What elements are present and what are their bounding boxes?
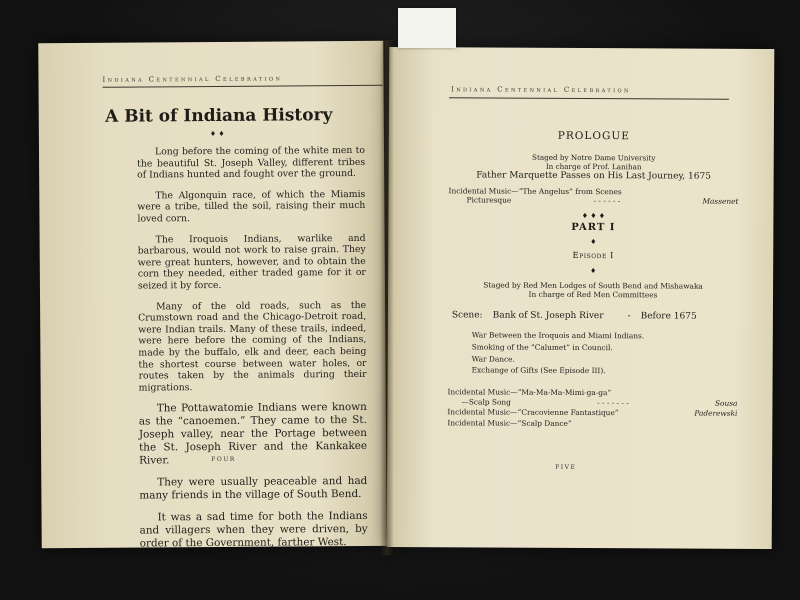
event-item: War Between the Iroquois and Miami Indians.	[471, 330, 645, 341]
episode-music	[447, 387, 737, 429]
paragraph: Many of the old roads, such as the Crumstown road and the Chicago-Detroit road, were Indian trails. Many of these trails, indeed, were here before the coming of the Indians, made by the buffalo, elk and deer, each being the shortest course between water holes, or routes taken by the animals during their migrations.	[138, 299, 367, 394]
ornament-one: ♦	[590, 238, 597, 247]
music-line: Incidental Music—“Ma-Ma-Ma-Mimi-ga-ga”	[447, 387, 612, 398]
right-running-head: Indiana Centennial Celebration	[451, 85, 631, 95]
title-ornament: ♦ ♦	[209, 129, 225, 139]
paragraph: It was a sad time for both the Indians and villagers when they were driven, by order of the Government, farther West.	[139, 510, 368, 550]
right-folio: FIVE	[555, 463, 577, 471]
music-title-end: —Scalp Song	[461, 397, 511, 407]
history-text	[137, 145, 368, 560]
event-item: Exchange of Gifts (See Episode III).	[471, 365, 606, 376]
paragraph: They were usually peaceable and had many friends in the village of South Bend.	[139, 475, 368, 502]
episode-staged-line: Staged by Red Men Lodges of South Bend and Mishawaka	[483, 280, 703, 291]
incidental-line: Incidental Music—“The Angelus” from Scenes	[448, 186, 622, 197]
part-heading: PART I	[571, 221, 616, 234]
incidental-title-end: Picturesque	[466, 195, 512, 206]
scene-date: Before 1675	[640, 311, 697, 322]
scene-line	[452, 310, 742, 322]
prologue-scene: Father Marquette Passes on His Last Journey, 1675	[476, 170, 711, 182]
composer: Massenet	[702, 197, 739, 207]
left-page	[38, 41, 387, 548]
left-running-head: Indiana Centennial Celebration	[102, 74, 283, 84]
composer: Sousa	[714, 398, 738, 409]
scene-label: Scene:	[451, 310, 483, 321]
book-gutter	[380, 40, 394, 555]
right-page	[387, 47, 775, 549]
prologue-incidental-music	[448, 186, 738, 206]
paragraph: The Iroquois Indians, warlike and barbarous, would not work to raise grain. They were great hunters, however, and to obtain the corn they needed, either traded game for it or seized it by force.	[137, 232, 366, 292]
events-list	[472, 329, 722, 377]
prologue-staged	[449, 152, 739, 172]
paragraph: The Pottawatomie Indians were known as the “canoemen.” They came to the St. Joseph valley, near the Portage between the St. Joseph River and the Kankakee River.	[138, 401, 368, 467]
event-item: War Dance.	[471, 354, 515, 364]
episode-staged	[448, 280, 738, 300]
paragraph: Long before the coming of the white men to the beautiful St. Joseph Valley, different tribes of Indians hunted and fought over the ground.	[137, 144, 366, 181]
episode-staged-line: In charge of Red Men Committees	[528, 290, 658, 300]
episode-heading: Episode I	[572, 250, 614, 262]
right-head-rule	[449, 97, 729, 99]
leader-dashes: - - - - - -	[593, 196, 621, 206]
paper-tag	[398, 8, 456, 48]
ornament-three: ♦ ♦ ♦	[581, 212, 606, 221]
event-item: Smoking of the “Calumet” in Council.	[471, 342, 613, 352]
incidental-line	[448, 196, 738, 207]
ornament-two: ♦	[589, 267, 597, 276]
left-head-rule	[103, 85, 383, 88]
scene-dash: -	[627, 311, 631, 322]
prologue-staged-line: Staged by Notre Dame University	[532, 152, 656, 163]
paragraph: The Algonquin race, of which the Miamis were a tribe, tilled the soil, raising their much loved corn.	[137, 188, 366, 225]
prologue-heading: PROLOGUE	[557, 129, 630, 143]
scene-place: Bank of St. Joseph River	[492, 310, 604, 322]
left-folio: FOUR	[211, 455, 236, 464]
composer: Paderewski	[694, 409, 738, 419]
music-line: Incidental Music—“Scalp Dance”	[447, 417, 572, 428]
leader-dashes: - - - - - - -	[597, 398, 629, 408]
page-title: A Bit of Indiana History	[104, 105, 333, 127]
prologue-staged-line: In charge of Prof. Lanihan	[545, 161, 642, 172]
music-title: Incidental Music—“Cracovienne Fantastique”	[447, 407, 619, 418]
